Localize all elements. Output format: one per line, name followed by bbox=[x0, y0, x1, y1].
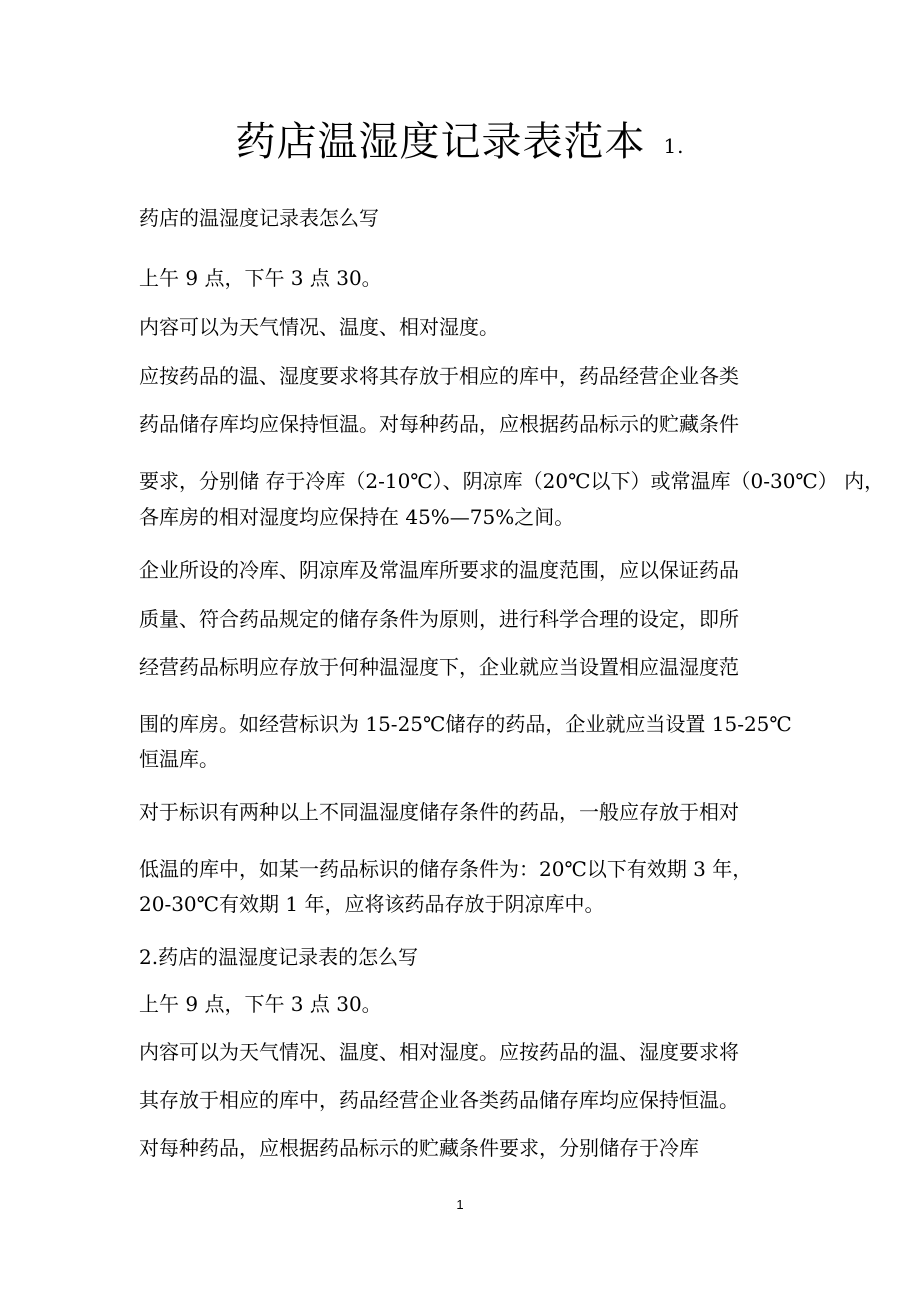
paragraph-line: 恒温库。 bbox=[139, 747, 219, 771]
paragraph-line: 20-30℃有效期 1 年，应将该药品存放于阴凉库中。 bbox=[139, 892, 605, 916]
title-text: 药店温湿度记录表范本 bbox=[235, 119, 646, 165]
paragraph-line: 各库房的相对湿度均应保持在 45%—75%之间。 bbox=[139, 505, 575, 529]
paragraph-line: 上午 9 点，下午 3 点 30。 bbox=[139, 992, 382, 1016]
paragraph-line: 低温的库中，如某一药品标识的储存条件为：20℃以下有效期 3 年， bbox=[139, 857, 753, 881]
paragraph-line: 药品储存库均应保持恒温。对每种药品，应根据药品标示的贮藏条件 bbox=[139, 412, 739, 436]
paragraph-line: 上午 9 点，下午 3 点 30。 bbox=[139, 266, 382, 290]
title-number: 1. bbox=[663, 134, 685, 158]
paragraph-line: 企业所设的冷库、阴凉库及常温库所要求的温度范围，应以保证药品 bbox=[139, 558, 739, 582]
paragraph-line: 内容可以为天气情况、温度、相对湿度。 bbox=[139, 315, 499, 339]
paragraph-line: 内容可以为天气情况、温度、相对湿度。应按药品的温、湿度要求将 bbox=[139, 1040, 739, 1064]
page-number: 1 bbox=[456, 1197, 464, 1212]
paragraph-line: 药店的温湿度记录表怎么写 bbox=[139, 206, 379, 230]
paragraph-line: 要求，分别储 存于冷库（2-10℃）、阴凉库（20℃以下）或常温库（0-30℃） 内， bbox=[139, 469, 885, 493]
paragraph-line: 围的库房。如经营标识为 15-25℃储存的药品，企业就应当设置 15-25℃ bbox=[139, 712, 792, 736]
paragraph-line: 对每种药品，应根据药品标示的贮藏条件要求，分别储存于冷库 bbox=[139, 1136, 699, 1160]
document-title bbox=[0, 114, 920, 174]
paragraph-line: 经营药品标明应存放于何种温湿度下，企业就应当设置相应温湿度范 bbox=[139, 655, 739, 679]
paragraph-line: 质量、符合药品规定的储存条件为原则，进行科学合理的设定，即所 bbox=[139, 607, 739, 631]
paragraph-line: 应按药品的温、湿度要求将其存放于相应的库中，药品经营企业各类 bbox=[139, 364, 739, 388]
paragraph-line: 对于标识有两种以上不同温湿度储存条件的药品，一般应存放于相对 bbox=[139, 800, 739, 824]
paragraph-line: 其存放于相应的库中，药品经营企业各类药品储存库均应保持恒温。 bbox=[139, 1088, 739, 1112]
section-heading: 2.药店的温湿度记录表的怎么写 bbox=[139, 945, 419, 969]
